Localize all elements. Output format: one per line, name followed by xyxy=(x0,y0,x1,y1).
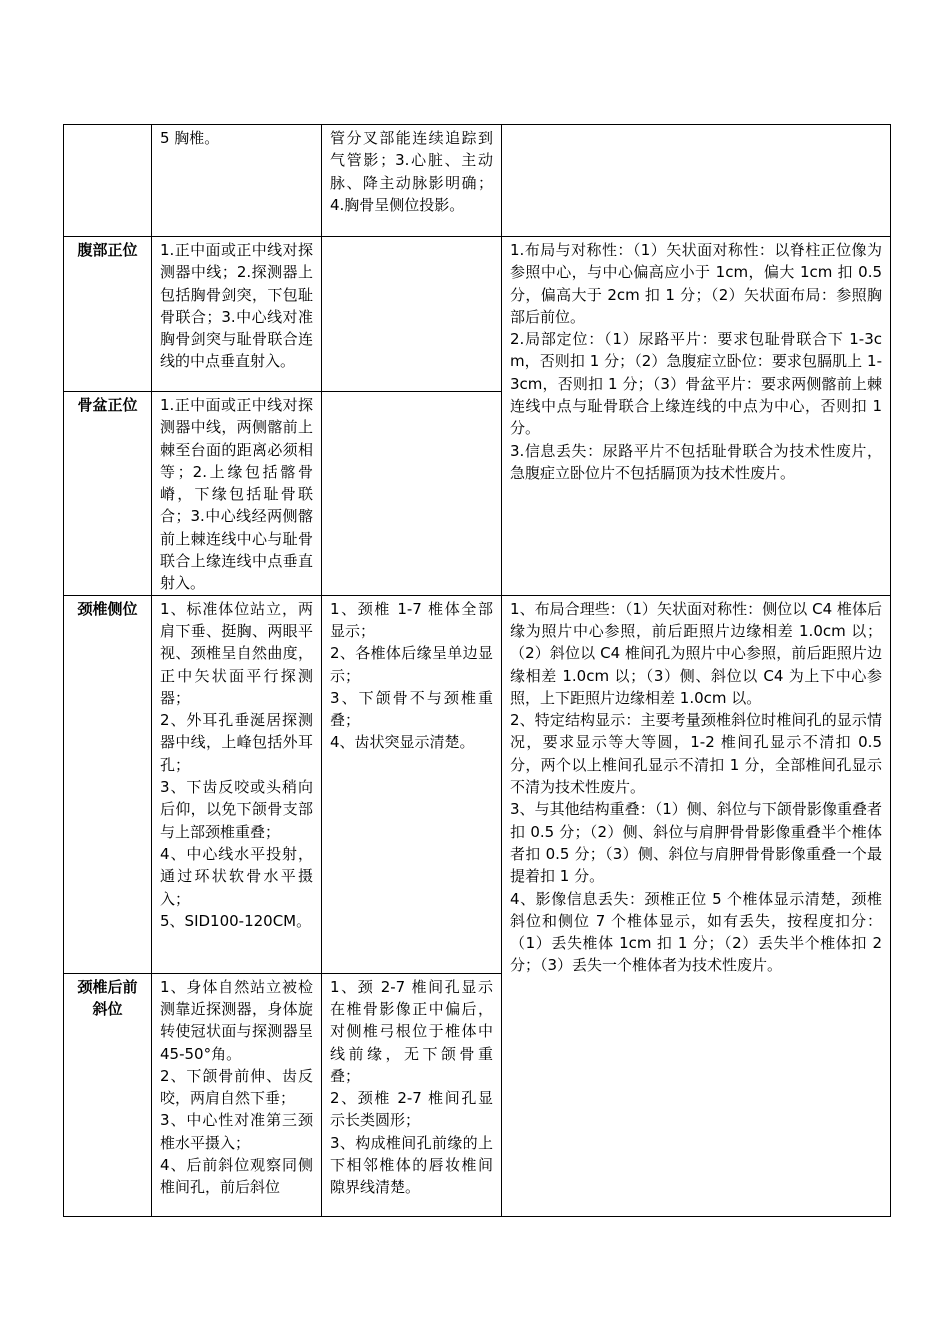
text-line: 4、影像信息丢失：颈椎正位 5 个椎体显示清楚，颈椎斜位和侧位 7 个椎体显示，如有丢失，按程度扣分：（1）丢失椎体 1cm 扣 1 分；（2）丢失半个椎体扣 2 分；（3）丢失一个椎体者为技术性废片。 xyxy=(510,889,882,975)
position-requirements-cell xyxy=(152,125,322,237)
text-line: 4、齿状突显示清楚。 xyxy=(330,733,475,752)
text-line: 2、下颌骨前伸、齿反咬，两肩自然下垂； xyxy=(160,1066,313,1108)
text-line: 2.局部定位：（1）尿路平片：要求包耻骨联合下 1-3cm，否则扣 1 分；（2）急腹症立卧位：要求包膈肌上 1-3cm，否则扣 1 分；（3）骨盆平片：要求两侧髂前上棘连线中点与耻骨联合上缘连线的中点为中心，否则扣 1 分。 xyxy=(510,330,882,438)
image-display-cell xyxy=(322,392,502,596)
text-line: 3、构成椎间孔前缘的上下相邻椎体的唇妆椎间隙界线清楚。 xyxy=(330,1133,493,1197)
grading-criteria-cell xyxy=(502,125,891,237)
text-line: 2、特定结构显示：主要考量颈椎斜位时椎间孔的显示情况，要求显示等大等圆，1-2 椎间孔显示不清扣 0.5 分，两个以上椎间孔显示不清扣 1 分，全部椎间孔显示不清为技术性废片。 xyxy=(510,711,882,797)
text-line: 1.正中面或正中线对探测器中线；2.探测器上包括胸骨剑突，下包耻骨联合；3.中心线对准胸骨剑突与耻骨联合连线的中点垂直射入。 xyxy=(160,241,313,371)
image-display-cell xyxy=(322,595,502,973)
text-line: 4、中心线水平投射，通过环状软骨水平摄入； xyxy=(160,844,313,908)
text-line: 3、中心性对准第三颈椎水平摄入； xyxy=(160,1111,313,1152)
exam-name-cell: 颈椎后前斜位 xyxy=(64,973,152,1216)
text-line: 3、与其他结构重叠：（1）侧、斜位与下颌骨影像重叠者扣 0.5 分；（2）侧、斜位与肩胛骨骨影像重叠半个椎体者扣 0.5 分；（3）侧、斜位与肩胛骨骨影像重叠一个最提着扣 1 分。 xyxy=(510,800,882,886)
position-requirements-cell xyxy=(152,392,322,596)
text-line: 2、外耳孔垂涎居探测器中线，上峰包括外耳孔； xyxy=(160,711,313,774)
document-table xyxy=(63,124,891,1217)
text-line: 3、下颌骨不与颈椎重叠； xyxy=(330,688,493,730)
text-line: 1、颈 2-7 椎间孔显示在椎骨影像正中偏后，对侧椎弓根位于椎体中线前缘，无下颌骨重叠； xyxy=(330,977,493,1085)
text-line: 1、身体自然站立被检测靠近探测器，身体旋转使冠状面与探测器呈 45-50°角。 xyxy=(160,977,313,1063)
exam-name-cell: 骨盆正位 xyxy=(64,392,152,596)
position-requirements-cell xyxy=(152,237,322,392)
grading-criteria-cell xyxy=(502,237,891,596)
text-line: 4、后前斜位观察同侧椎间孔，前后斜位 xyxy=(160,1156,313,1197)
position-requirements-cell xyxy=(152,973,322,1216)
position-requirements-cell xyxy=(152,595,322,973)
text-line: 1.正中面或正中线对探测器中线，两侧髂前上棘至台面的距离必须相等；2.上缘包括髂骨嵴，下缘包括耻骨联合；3.中心线经两侧髂前上棘连线中心与耻骨联合上缘连线中点垂直射入。 xyxy=(160,396,313,593)
text-line: 5 胸椎。 xyxy=(160,129,220,147)
text-line: 3.信息丢失：尿路平片不包括耻骨联合为技术性废片，急腹症立卧位片不包括膈顶为技术性废片。 xyxy=(510,441,882,482)
image-display-cell xyxy=(322,237,502,392)
text-line: 2、各椎体后缘呈单边显示； xyxy=(330,644,493,685)
text-line: 1.布局与对称性：（1）矢状面对称性：以脊柱正位像为参照中心，与中心偏高应小于 1cm，偏大 1cm 扣 0.5 分，偏高大于 2cm 扣 1 分；（2）矢状面布局：参照胸部后前位。 xyxy=(510,241,882,326)
table-row xyxy=(64,595,891,973)
exam-name-cell xyxy=(64,125,152,237)
image-display-cell xyxy=(322,973,502,1216)
grading-criteria-cell xyxy=(502,595,891,1216)
exam-name-cell: 颈椎侧位 xyxy=(64,595,152,973)
text-line: 5、SID100-120CM。 xyxy=(160,911,312,930)
text-line: 1、颈椎 1-7 椎体全部显示； xyxy=(330,599,493,640)
text-line: 1、标准体位站立，两肩下垂、挺胸、两眼平视、颈椎呈自然曲度，正中矢状面平行探测器； xyxy=(160,599,313,707)
text-line: 2、颈椎 2-7 椎间孔显示长类圆形； xyxy=(330,1089,493,1130)
text-line: 1、布局合理些：（1）矢状面对称性：侧位以 C4 椎体后缘为照片中心参照，前后距照片边缘相差 1.0cm 以；（2）斜位以 C4 椎间孔为照片中心参照，前后距照片边缘相差 1.0cm 以；（3）侧、斜位以 C4 为上下中心参照，上下距照片边缘相差 1.0cm 以。 xyxy=(510,599,882,707)
text-line: 管分叉部能连续追踪到气管影；3.心脏、主动脉、降主动脉影明确；4.胸骨呈侧位投影。 xyxy=(330,129,493,214)
exam-name-cell: 腹部正位 xyxy=(64,237,152,392)
table-row xyxy=(64,237,891,392)
image-display-cell xyxy=(322,125,502,237)
text-line: 3、下齿反咬或头稍向后仰，以免下颌骨支部与上部颈椎重叠； xyxy=(160,778,313,841)
table-row xyxy=(64,125,891,237)
